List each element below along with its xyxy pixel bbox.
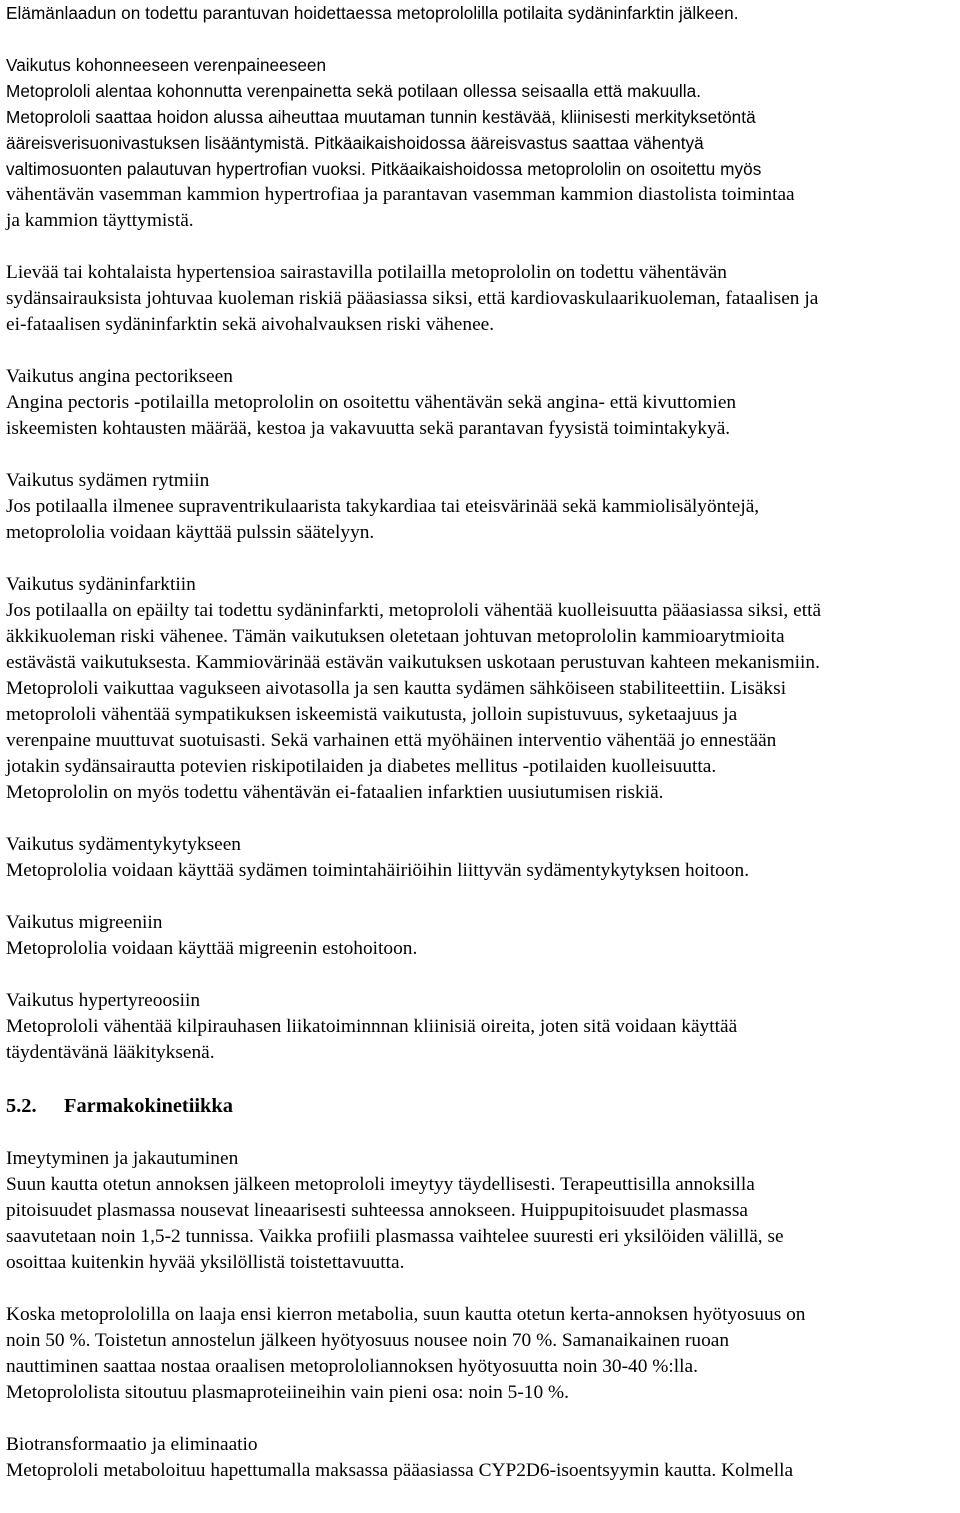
spacer (6, 26, 956, 52)
spacer (6, 806, 956, 832)
bp-line: Metoprololi alentaa kohonnutta verenpainetta sekä potilaan ollessa seisaalla että makuulla. (6, 81, 702, 101)
absorption-line: saavutetaan noin 1,5-2 tunnissa. Vaikka profiili plasmassa vaihtelee suuresti eri yksilöiden välillä, se (6, 1226, 784, 1247)
absorption-paragraph-line: noin 50 %. Toistetun annostelun jälkeen hyötyosuus nousee noin 70 %. Samanaikainen ruoan (6, 1330, 730, 1351)
spacer (6, 1406, 956, 1432)
spacer (6, 546, 956, 572)
spacer (6, 884, 956, 910)
absorption-line: Suun kautta otetun annoksen jälkeen metoprololi imeytyy täydellisesti. Terapeuttisilla annoksilla (6, 1174, 755, 1195)
infarct-heading: Vaikutus sydäninfarktiin (6, 574, 196, 595)
infarct-line: Jos potilaalla on epäilty tai todettu sydäninfarkti, metoprololi vähentää kuolleisuutta pääasiassa siksi, että (6, 600, 822, 621)
spacer (6, 1276, 956, 1302)
absorption-paragraph-line: nauttiminen saattaa nostaa oraalisen metoprololiannoksen hyötyosuutta noin 30-40 %:lla. (6, 1356, 698, 1377)
angina-heading: Vaikutus angina pectorikseen (6, 366, 233, 387)
bp-paragraph-line: ei-fataalisen sydäninfarktin sekä aivohalvauksen riski vähenee. (6, 314, 495, 335)
section-number: 5.2. (6, 1095, 37, 1117)
infarct-line: estävästä vaikutuksesta. Kammiovärinää estävän vaikutuksen uskotaan perustuvan kahteen mekanismiin. (6, 652, 820, 673)
thyroid-line: täydentävänä lääkityksenä. (6, 1042, 215, 1063)
spacer (6, 1066, 956, 1092)
absorption-line: osoittaa kuitenkin hyvää yksilöllistä toistettavuutta. (6, 1252, 405, 1273)
thyroid-heading: Vaikutus hypertyreoosiin (6, 990, 201, 1011)
section-title-text: Farmakokinetiikka (64, 1095, 233, 1117)
rhythm-line: Jos potilaalla ilmenee supraventrikulaarista takykardiaa tai eteisvärinää sekä kammiolisälyöntejä, (6, 496, 760, 517)
biotrans-line: Metoprololi metaboloituu hapettumalla maksassa pääasiassa CYP2D6-isoentsyymin kautta. Kolmella (6, 1460, 794, 1481)
rhythm-heading: Vaikutus sydämen rytmiin (6, 470, 210, 491)
rhythm-line: metoprololia voidaan käyttää pulssin säätelyyn. (6, 522, 375, 543)
infarct-line: Metoprololin on myös todettu vähentävän ei-fataalien infarktien uusiutumisen riskiä. (6, 782, 664, 803)
angina-line: Angina pectoris -potilailla metoprololin on osoitettu vähentävän sekä angina- että kivuttomien (6, 392, 737, 413)
absorption-paragraph-line: Metoprololista sitoutuu plasmaproteiineihin vain pieni osa: noin 5-10 %. (6, 1382, 569, 1403)
bp-line: ääreisverisuonivastuksen lisääntymistä. Pitkäaikaishoidossa ääreisvastus saattaa vähentyä (6, 133, 704, 153)
bp-paragraph-line: sydänsairauksista johtuvaa kuoleman riskiä pääasiassa siksi, että kardiovaskulaarikuoleman, fataalisen ja (6, 288, 819, 309)
bp-line: ja kammion täyttymistä. (6, 210, 194, 231)
spacer (6, 338, 956, 364)
document-page (6, 0, 956, 1484)
migraine-heading: Vaikutus migreeniin (6, 912, 163, 933)
spacer (6, 234, 956, 260)
spacer (6, 962, 956, 988)
angina-line: iskeemisten kohtausten määrää, kestoa ja vakavuutta sekä parantavan fyysistä toimintakykyä. (6, 418, 731, 439)
tachy-heading: Vaikutus sydämentykytykseen (6, 834, 241, 855)
absorption-line: pitoisuudet plasmassa nousevat lineaarisesti suhteessa annokseen. Huippupitoisuudet plasmassa (6, 1200, 748, 1221)
bp-line: vähentävän vasemman kammion hypertrofiaa ja parantavan vasemman kammion diastolista toimintaa (6, 184, 795, 205)
infarct-line: verenpaine muuttuvat suotuisasti. Sekä varhainen että myöhäinen interventio vähentää jo ennestään (6, 730, 777, 751)
absorption-heading: Imeytyminen ja jakautuminen (6, 1148, 239, 1169)
spacer (6, 1120, 956, 1146)
infarct-line: äkkikuoleman riski vähenee. Tämän vaikutuksen oletetaan johtuvan metoprololin kammioarytmioita (6, 626, 785, 647)
infarct-line: metoprololi vähentää sympatikuksen iskeemistä vaikutusta, jolloin supistuvuus, syketaajuus ja (6, 704, 738, 725)
intro-line: Elämänlaadun on todettu parantuvan hoidettaessa metoprololilla potilaita sydäninfarktin jälkeen. (6, 3, 739, 23)
spacer (6, 442, 956, 468)
bp-paragraph-line: Lievää tai kohtalaista hypertensioa sairastavilla potilailla metoprololin on todettu vähentävän (6, 262, 727, 283)
migraine-line: Metoprololia voidaan käyttää migreenin estohoitoon. (6, 938, 418, 959)
bp-line (6, 156, 956, 182)
section-title (6, 1092, 956, 1120)
biotrans-heading: Biotransformaatio ja eliminaatio (6, 1434, 258, 1455)
absorption-paragraph-line: Koska metoprololilla on laaja ensi kierron metabolia, suun kautta otetun kerta-annoksen hyötyosuus on (6, 1304, 806, 1325)
infarct-line: Metoprololi vaikuttaa vagukseen aivotasolla ja sen kautta sydämen sähköiseen stabiliteettiin. Lisäksi (6, 678, 787, 699)
bp-line-text: valtimosuonten palautuvan hypertrofian vuoksi. Pitkäaikaishoidossa metoprololin on osoitettu myös (6, 159, 762, 179)
thyroid-line: Metoprololi vähentää kilpirauhasen liikatoiminnnan kliinisiä oireita, joten sitä voidaan käyttää (6, 1016, 738, 1037)
infarct-line: jotakin sydänsairautta potevien riskipotilaiden ja diabetes mellitus -potilaiden kuolleisuutta. (6, 756, 717, 777)
bp-heading: Vaikutus kohonneeseen verenpaineeseen (6, 55, 327, 75)
bp-line: Metoprololi saattaa hoidon alussa aiheuttaa muutaman tunnin kestävää, kliinisesti merkityksetöntä (6, 107, 756, 127)
tachy-line: Metoprololia voidaan käyttää sydämen toimintahäiriöihin liittyvän sydämentykytyksen hoitoon. (6, 860, 750, 881)
